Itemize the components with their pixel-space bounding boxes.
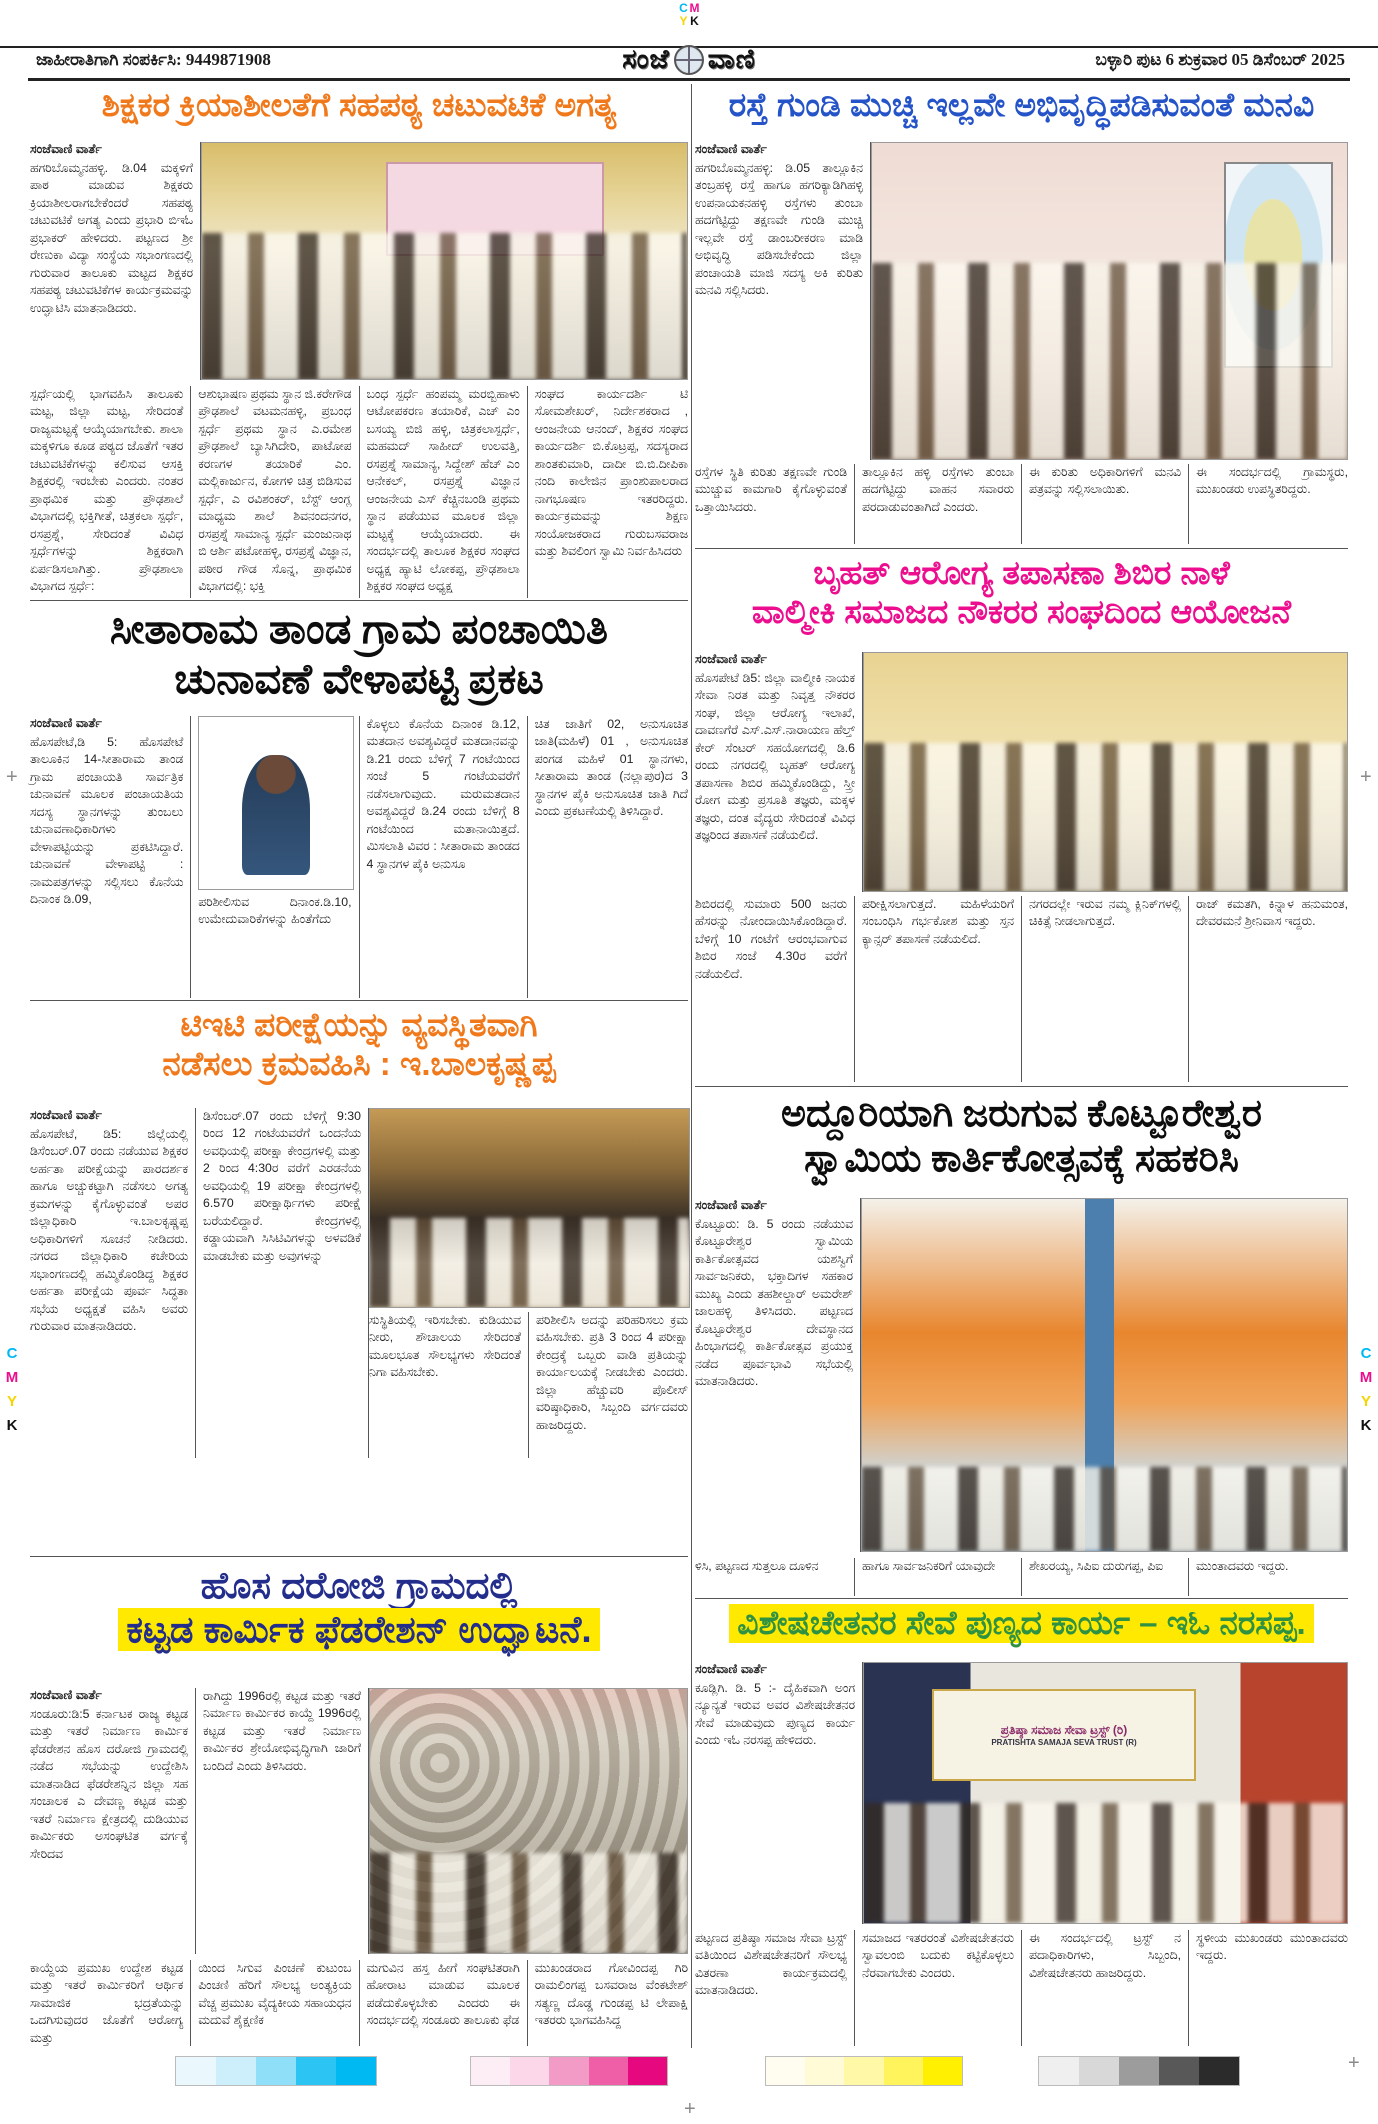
photo-people-row xyxy=(872,263,1347,459)
article-column: ಚಿತ ಜಾತಿಗೆ 02, ಅನುಸೂಚಿತ ಜಾತಿ(ಮಹಿಳೆ) 01 , ಅನುಸೂಚಿತ ಪಂಗಡ ಮಹಿಳೆ 01 ಸ್ಥಾನಗಳು, ಸೀತಾರಾಮ ತಾಂಡ (ನಲ್ಲಾಪುರ)ದ 3 ಸ್ಥಾನಗಳ ಪೈಕಿ ಅನುಸೂಚಿತ ಜಾತಿ ಗಿದೆ ಎಂದು ಪ್ರಕಟಣೆಯಲ್ಲಿ ತಿಳಿಸಿದ್ದಾರೆ. xyxy=(534,717,688,819)
section-rule xyxy=(695,1086,1348,1087)
article-column: ಹೊಸಪೇಟೆ, ಡಿ5: ಜಿಲ್ಲೆಯಲ್ಲಿ ಡಿಸೆಂಬರ್.07 ರಂದು ನಡೆಯುವ ಶಿಕ್ಷಕರ ಅರ್ಹತಾ ಪರೀಕ್ಷೆಯನ್ನು ಪಾರದರ್ಶಕ ಹಾಗೂ ಅಚ್ಚುಕಟ್ಟಾಗಿ ನಡೆಸಲು ಅಗತ್ಯ ಕ್ರಮಗಳನ್ನು ಕೈಗೊಳ್ಳುವಂತೆ ಅಪರ ಜಿಲ್ಲಾಧಿಕಾರಿ ಇ.ಬಾಲಕೃಷ್ಣಪ್ಪ ಅಧಿಕಾರಿಗಳಿಗೆ ಸೂಚನೆ ನೀಡಿದರು. ನಗರದ ಜಿಲ್ಲಾಧಿಕಾರಿ ಕಚೇರಿಯ ಸಭಾಂಗಣದಲ್ಲಿ ಹಮ್ಮಿಕೊಂಡಿದ್ದ ಶಿಕ್ಷಕರ ಅರ್ಹತಾ ಪರೀಕ್ಷೆಯ ಪೂರ್ವ ಸಿದ್ಧತಾ ಸಭೆಯ ಅಧ್ಯಕ್ಷತೆ ವಹಿಸಿ ಅವರು ಗುರುವಾರ ಮಾತನಾಡಿದರು. xyxy=(30,1127,188,1333)
article-tet-tail xyxy=(369,1312,688,1458)
reg-m: M xyxy=(689,1,700,15)
article-federation-tail xyxy=(30,1960,688,2046)
article-disabled-top xyxy=(695,1662,1348,1924)
photo-people-row xyxy=(862,1467,1347,1551)
article-disabled-leadcol xyxy=(695,1662,863,1924)
article-teachers-leadcol xyxy=(30,142,201,380)
article-column: ಈ ಸಂದರ್ಭದಲ್ಲಿ ಗ್ರಾಮಸ್ಥರು, ಮುಖಂಡರು ಉಪಸ್ಥಿತರಿದ್ದರು. xyxy=(1196,465,1348,497)
article-column: ಆಶುಭಾಷಣ ಪ್ರಥಮ ಸ್ಥಾನ ಜಿ.ಕರೇಗೌಡ ಪ್ರೌಢಶಾಲೆ ವಟಮನಹಳ್ಳಿ, ಪ್ರಬಂಧ ಸ್ಪರ್ಧೆ ಪ್ರಥಮ ಸ್ಥಾನ ಎ.ರಮೇಶ ಪ್ರೌಢಶಾಲೆ ಬ್ಯಾಸಿಗಿದೇರಿ, ಪಾಟೋಪ ಕರಣಗಳ ತಯಾರಿಕೆ ಎಂ. ಮಲ್ಲಿಕಾರ್ಜುನ, ಕೋಗಳಿ ಚಿತ್ರ ಬಿಡಿಸುವ ಸ್ಪರ್ಧೆ, ಎ ರವಿಶಂಕರ್, ಬೆಸ್ಟ್ ಆಂಗ್ಲ ಮಾಧ್ಯಮ ಶಾಲೆ ಶಿವನಂದನಗರ, ರಸಪ್ರಶ್ನೆ ಸಾಮಾನ್ಯ ಸ್ಪರ್ಧೆ ಮಂಜುನಾಥ ಬಿ ಆರ್ಶಿ ಪಟೋಹಳ್ಳಿ, ರಸಪ್ರಶ್ನೆ ವಿಜ್ಞಾನ, ಪಠೀರ ಗೌಡ ಸೊನ್ನ, ಪ್ರಾಥಮಿಕ ವಿಭಾಗದಲ್ಲಿ: ಭಕ್ತಿ xyxy=(191,386,359,598)
byline: ಸಂಜೆವಾಣಿ ವಾರ್ತೆ xyxy=(695,652,767,666)
article-column: ಸ್ಥಳೀಯ ಮುಖಂಡರು ಮುಂತಾದವರು ಇದ್ದರು. xyxy=(1196,1931,1348,1963)
article-kottur-body xyxy=(695,1198,1348,1552)
article-column: ಕಾಯ್ದೆಯ ಪ್ರಮುಖ ಉದ್ದೇಶ ಕಟ್ಟಡ ಮತ್ತು ಇತರೆ ಕಾರ್ಮಿಕರಿಗೆ ಆರ್ಥಿಕ ಸಾಮಾಜಿಕ ಭದ್ರತೆಯನ್ನು ಒದಗಿಸುವುದರ ಜೊತೆಗೆ ಆರೋಗ್ಯ ಮತ್ತು xyxy=(30,1960,191,2046)
color-swatch xyxy=(844,2057,883,2085)
headline-federation-line2: ಕಟ್ಟಡ ಕಾರ್ಮಿಕ ಫೆಡರೇಶನ್ ಉದ್ಘಾಟನೆ. xyxy=(118,1608,599,1652)
article-election-columns xyxy=(30,716,688,998)
strip-c: C xyxy=(6,1345,18,1362)
photo-trust-banner xyxy=(932,1689,1197,1781)
article-column: ಸಂಘದ ಕಾರ್ಯದರ್ಶಿ ಟಿ ಸೋಮಶೇಖರ್, ನಿರ್ದೇಶಕರಾದ , ಆಂಜನೇಯ ಆನಂದ್, ಶಿಕ್ಷಕರ ಸಂಘದ ಕಾರ್ಯದರ್ಶಿ ಬಿ.ಕೊಟ್ರಪ್ಪ, ಸದಸ್ಯರಾದ ಶಾಂತಕುಮಾರಿ, ದಾದೀ ಬಿ.ಬಿ.ದೀಪಿಕಾ ನಂದಿ ಕಾಲೇಜಿನ ಪ್ರಾಂಶುಪಾಲರಾದ ನಾಗಭೂಷಣ ಇತರರಿದ್ದರು. ಕಾರ್ಯಕ್ರಮವನ್ನು ಶಿಕ್ಷಣ ಸಂಯೋಜಕರಾದ ಗುರುಬಸವರಾಜ ಮತ್ತು ಶಿವಲಿಂಗ ಸ್ವಾಮಿ ನಿರ್ವಹಿಸಿದರು xyxy=(534,387,688,559)
headline-tet-line1: ಟಿಇಟಿ ಪರೀಕ್ಷೆಯನ್ನು ವ್ಯವಸ್ಥಿತವಾಗಿ xyxy=(180,1006,538,1043)
headline-election-line2: ಚುನಾವಣೆ ವೇಳಾಪಟ್ಟಿ ಪ್ರಕಟ xyxy=(174,656,544,703)
centre-column-divider xyxy=(691,84,692,2048)
article-column: ಸುಸ್ಥಿತಿಯಲ್ಲಿ ಇರಿಸಬೇಕು. ಕುಡಿಯುವ ನೀರು, ಶೌಚಾಲಯ ಸೇರಿದಂತೆ ಮೂಲಭೂತ ಸೌಲಭ್ಯಗಳು ಸೇರಿದಂತೆ ನಿಗಾ ವಹಿಸಬೇಕು. xyxy=(369,1312,529,1458)
color-swatch xyxy=(216,2057,256,2085)
article-column: ಈ ಕುರಿತು ಅಧಿಕಾರಿಗಳಿಗೆ ಮನವಿ ಪತ್ರವನ್ನು ಸಲ್ಲಿಸಲಾಯಿತು. xyxy=(1022,464,1189,544)
section-rule xyxy=(30,1556,688,1557)
article-column: ರಸ್ತೆಗಳ ಸ್ಥಿತಿ ಕುರಿತು ತಕ್ಷಣವೇ ಗುಂಡಿ ಮುಚ್ಚುವ ಕಾಮಗಾರಿ ಕೈಗೊಳ್ಳುವಂತೆ ಒತ್ತಾಯಿಸಿದರು. xyxy=(695,464,855,544)
article-column: ಡಿಸೆಂಬರ್.07 ರಂದು ಬೆಳಿಗ್ಗೆ 9:30 ರಿಂದ 12 ಗಂಟೆಯವರೆಗೆ ಒಂದನೆಯ ಅವಧಿಯಲ್ಲಿ ಪರೀಕ್ಷಾ ಕೇಂದ್ರಗಳಲ್ಲಿ ಮತ್ತು 2 ರಿಂದ 4:30ರ ವರೆಗೆ ಎರಡನೆಯ ಅವಧಿಯಲ್ಲಿ 19 ಪರೀಕ್ಷಾ ಕೇಂದ್ರಗಳಲ್ಲಿ 6.570 ಪರೀಕ್ಷಾರ್ಥಿಗಳು ಪರೀಕ್ಷೆ ಬರೆಯಲಿದ್ದಾರೆ. ಕೇಂದ್ರಗಳಲ್ಲಿ ಕಡ್ಡಾಯವಾಗಿ ಸಿಸಿಟಿವಿಗಳನ್ನು ಅಳವಡಿಕೆ ಮಾಡಬೇಕು ಮತ್ತು ಅವುಗಳನ್ನು xyxy=(196,1108,369,1458)
article-column: ಮಗುವಿನ ಹಸ್ತ ಹೀಗೆ ಸಂಘಟಿತರಾಗಿ ಹೋರಾಟ ಮಾಡುವ ಮೂಲಕ ಪಡೆದುಕೊಳ್ಳಬೇಕು ಎಂದರು ಈ ಸಂದರ್ಭದಲ್ಲಿ ಸಂಡೂರು ತಾಲೂಕು ಫೆಡ xyxy=(360,1960,528,2046)
article-kottur-tail xyxy=(695,1558,1348,1596)
headline-federation-line1: ಹೊಸ ದರೋಜಿ ಗ್ರಾಮದಲ್ಲಿ xyxy=(200,1565,518,1606)
cmyk-strip-right xyxy=(1358,1342,1374,1438)
article-road-leadcol xyxy=(695,142,871,460)
color-swatch xyxy=(1039,2057,1079,2085)
color-swatch xyxy=(589,2057,628,2085)
photo-federation-meeting xyxy=(369,1688,688,1954)
article-column: ಸಂಡೂರು:ಡಿ:5 ಕರ್ನಾಟಕ ರಾಜ್ಯ ಕಟ್ಟಡ ಮತ್ತು ಇತರೆ ನಿರ್ಮಾಣ ಕಾರ್ಮಿಕ ಫೆಡರೇಶನ ಹೊಸ ದರೋಜಿ ಗ್ರಾಮದಲ್ಲಿ ನಡೆದ ಸಭೆಯನ್ನು ಉದ್ದೇಶಿಸಿ ಮಾತನಾಡಿದ ಫೆಡರೇಶನ್ನಿನ ಜಿಲ್ಲಾ ಸಹ ಸಂಚಾಲಕ ಎ ದೇವಣ್ಣ ಕಟ್ಟಡ ಮತ್ತು ಇತರೆ ನಿರ್ಮಾಣ ಕ್ಷೇತ್ರದಲ್ಲಿ ದುಡಿಯುವ ಕಾರ್ಮಿಕರು ಅಸಂಘಟಿತ ವರ್ಗಕ್ಕೆ ಸೇರಿದವ xyxy=(30,1707,188,1861)
section-rule xyxy=(695,1598,1348,1599)
masthead-edition-line: ಬಳ್ಳಾರಿ ಪುಟ 6 ಶುಕ್ರವಾರ 05 ಡಿಸೆಂಬರ್ 2025 xyxy=(1095,50,1345,69)
cmyk-strip-left xyxy=(4,1342,20,1438)
article-column: ರಾಗಿದ್ದು 1996ರಲ್ಲಿ ಕಟ್ಟಡ ಮತ್ತು ಇತರೆ ನಿರ್ಮಾಣ ಕಾರ್ಮಿಕರ ಕಾಯ್ದೆ 1996ರಲ್ಲಿ ಕಟ್ಟಡ ಮತ್ತು ಇತರೆ ನಿರ್ಮಾಣ ಕಾರ್ಮಿಕರ ಶ್ರೇಯೋಭಿವೃದ್ಧಿಗಾಗಿ ಜಾರಿಗೆ ಬಂದಿದೆ ಎಂದು ತಿಳಿಸಿದರು. xyxy=(196,1688,369,1954)
article-column: ಸ್ಪರ್ಧೆಯಲ್ಲಿ ಭಾಗವಹಿಸಿ ತಾಲೂಕು ಮಟ್ಟ, ಜಿಲ್ಲಾ ಮಟ್ಟ, ಸೇರಿದಂತೆ ರಾಜ್ಯಮಟ್ಟಕ್ಕೆ ಆಯ್ಕೆಯಾಗಬೇಕು. ಶಾಲಾ ಮಕ್ಕಳಿಗೂ ಕೂಡ ಪಠ್ಯದ ಜೊತೆಗೆ ಇತರ ಚಟುವಟಿಕೆಗಳನ್ನು ಕಲಿಸುವ ಆಸಕ್ತಿ ಶಿಕ್ಷಕರಲ್ಲಿ ಇರಬೇಕು ಎಂದರು. ನಂತರ ಪ್ರಾಥಮಿಕ ಮತ್ತು ಪ್ರೌಢಶಾಲೆ ವಿಭಾಗದಲ್ಲಿ ಭಕ್ತಿಗೀತೆ, ಚಿತ್ರಕಲಾ ಸ್ಪರ್ಧೆ, ರಸಪ್ರಶ್ನೆ, ಸೇರಿದಂತೆ ವಿವಿಧ ಸ್ಪರ್ಧೆಗಳನ್ನು ಶಿಕ್ಷಕರಾಗಿ ಏರ್ಪಡಿಸಲಾಗಿತ್ತು. ಪ್ರೌಢಶಾಲಾ ವಿಭಾಗದ ಸ್ಪರ್ಧೆ: xyxy=(30,386,191,598)
headline-healthcamp xyxy=(695,554,1348,632)
article-election-col1 xyxy=(30,716,191,998)
article-kottur-lead: ಕೊಟ್ಟೂರು: ಡಿ. 5 ರಂದು ನಡೆಯುವ ಕೊಟ್ಟೂರೇಶ್ವರ ಸ್ವಾಮಿಯ ಕಾರ್ತಿಕೋತ್ಸವದ ಯಶಸ್ವಿಗೆ ಸಾರ್ವಜನಿಕರು, ಭಕ್ತಾದಿಗಳ ಸಹಕಾರ ಮುಖ್ಯ ಎಂದು ತಹಶೀಲ್ದಾರ್ ಅಮರೇಶ್ ಜಾಲಹಳ್ಳಿ ತಿಳಿಸಿದರು. ಪಟ್ಟಣದ ಕೊಟ್ಟೂರೇಶ್ವರ ದೇವಸ್ಥಾನದ ಹಿಂಭಾಗದಲ್ಲಿ ಕಾರ್ತಿಕೋತ್ಸವ ಪ್ರಯುಕ್ತ ನಡೆದ ಪೂರ್ವಭಾವಿ ಸಭೆಯಲ್ಲಿ ಮಾತನಾಡಿದರು. xyxy=(695,1217,853,1389)
article-column: ಕೊಳ್ಳಲು ಕೊನೆಯ ದಿನಾಂಕ ಡಿ.12, ಮತದಾನ ಅವಶ್ಯವಿದ್ದರೆ ಮತದಾನವನ್ನು ಡಿ.21 ರಂದು ಬೆಳಿಗ್ಗೆ 7 ಗಂಟೆಯಿಂದ ಸಂಜೆ 5 ಗಂಟೆಯವರೆಗೆ ನಡೆಸಲಾಗುವುದು. ಮರುಮತದಾನ ಅವಶ್ಯವಿದ್ದರೆ ಡಿ.24 ರಂದು ಬೆಳಿಗ್ಗೆ 8 ಗಂಟೆಯಿಂದ ಮತಾನಾಯಿತ್ತದೆ. ಮಿಸಲಾತಿ ವಿವರ : ಸೀತಾರಾಮ ತಾಂಡದ 4 ಸ್ಥಾನಗಳ ಪೈಕಿ ಅನುಸೂ xyxy=(360,716,528,998)
byline: ಸಂಜೆವಾಣಿ ವಾರ್ತೆ xyxy=(30,1688,102,1702)
article-column: ಮುಖಂಡರಾದ ಗೋವಿಂದಪ್ಪ ಗಿರಿ ರಾಮಲಿಂಗಪ್ಪ ಬಸವರಾಜ ವೆಂಕಟೇಶ್ ಸತ್ಯಣ್ಣ ದೊಡ್ಡ ಗುಂಡಪ್ಪ ಟಿ ಲೇಪಾಕ್ಷಿ ಇತರರು ಭಾಗವಹಿಸಿದ್ದ xyxy=(534,1961,688,2028)
trust-banner-kannada: ಪ್ರತಿಷ್ಠಾ ಸಮಾಜ ಸೇವಾ ಟ್ರಸ್ಟ್ (ರಿ) xyxy=(1000,1723,1128,1738)
article-column: ಪರಿಶೀಲಿಸುವ ದಿನಾಂಕ.ಡಿ.10, ಉಮೇದುವಾರಿಕೆಗಳನ್ನು ಹಿಂತೆಗೆದು xyxy=(198,895,352,927)
color-swatch xyxy=(1119,2057,1159,2085)
strip-m: M xyxy=(5,1369,19,1386)
headline-disabled-text: ವಿಶೇಷಚೇತನರ ಸೇವೆ ಪುಣ್ಯದ ಕಾರ್ಯ – ಇಓ ನರಸಪ್ಪ. xyxy=(729,1604,1313,1643)
reg-y: Y xyxy=(679,14,688,28)
color-swatch xyxy=(766,2057,805,2085)
photo-tet-meeting xyxy=(369,1108,690,1308)
headline-election-line1: ಸೀತಾರಾಮ ತಾಂಡ ಗ್ರಾಮ ಪಂಚಾಯಿತಿ xyxy=(109,607,609,653)
reg-k: K xyxy=(690,14,699,28)
colorbar-gray xyxy=(1038,2056,1240,2086)
strip-c: C xyxy=(1360,1345,1372,1362)
color-swatch xyxy=(336,2057,376,2085)
article-teachers-top xyxy=(30,142,688,380)
trust-banner-english: PRATISHTA SAMAJA SEVA TRUST (R) xyxy=(991,1738,1137,1748)
photo-trust-group xyxy=(863,1662,1348,1924)
color-swatch xyxy=(549,2057,588,2085)
photo-returning-officer xyxy=(198,716,353,890)
article-road-lead: ಹಗರಿಬೊಮ್ಮನಹಳ್ಳಿ: ಡಿ.05 ತಾಲ್ಲೂಕಿನ ತಂಬ್ರಹಳ್ಳಿ ರಸ್ತೆ ಹಾಗೂ ಹಗರಿಕ್ಯಾಡಿಗಿಹಳ್ಳಿ ಉಪನಾಯಕನಹಳ್ಳಿ ರಸ್ತೆಗಳು ತುಂಬಾ ಹದಗೆಟ್ಟಿದ್ದು ತಕ್ಷಣವೇ ಗುಂಡಿ ಮುಚ್ಚಿ ಇಲ್ಲವೇ ರಸ್ತೆ ಡಾಂಬರೀಕರಣ ಮಾಡಿ ಅಭಿವೃದ್ಧಿ ಪಡಿಸಬೇಕೆಂದು ಜಿಲ್ಲಾ ಪಂಚಾಯತಿ ಮಾಜಿ ಸದಸ್ಯ ಅಕಿ ಕುರಿತು ಮನವಿ ಸಲ್ಲಿಸಿದರು. xyxy=(695,161,863,298)
logo-text-left: ಸಂಜೆ xyxy=(622,44,670,74)
color-swatch xyxy=(1159,2057,1199,2085)
photo-person-figure xyxy=(242,755,309,875)
colorbar-magenta xyxy=(470,2056,668,2086)
article-column: ಮುಂತಾದವರು ಇದ್ದರು. xyxy=(1196,1559,1289,1573)
article-column: ಪಟ್ಟಣದ ಪ್ರತಿಷ್ಠಾ ಸಮಾಜ ಸೇವಾ ಟ್ರಸ್ಟ್ ವತಿಯಿಂದ ವಿಶೇಷಚೇತನರಿಗೆ ಸೌಲಭ್ಯ ವಿತರಣಾ ಕಾರ್ಯಕ್ರಮದಲ್ಲಿ ಮಾತನಾಡಿದರು. xyxy=(695,1930,855,2046)
headline-disabled xyxy=(695,1604,1348,1643)
photo-people-row xyxy=(370,1853,687,1953)
byline: ಸಂಜೆವಾಣಿ ವಾರ್ತೆ xyxy=(695,1198,767,1212)
photo-people-row xyxy=(202,233,687,379)
article-column: ಶೇಖರಯ್ಯ, ಸಿಪಿಐ ದುರುಗಪ್ಪ, ಪಿಐ xyxy=(1022,1558,1189,1596)
color-swatch xyxy=(923,2057,962,2085)
headline-election xyxy=(30,606,688,705)
headline-kottur-line1: ಅದ್ದೂರಿಯಾಗಿ ಜರುಗುವ ಕೊಟ್ಟೂರೇಶ್ವರ xyxy=(781,1093,1262,1135)
cmyk-registration-mark xyxy=(672,2,706,28)
article-column: ಹಾಗೂ ಸಾರ್ವಜನಿಕರಿಗೆ ಯಾವುದೇ xyxy=(855,1558,1022,1596)
color-swatch xyxy=(176,2057,216,2085)
headline-healthcamp-line1: ಬೃಹತ್ ಆರೋಗ್ಯ ತಪಾಸಣಾ ಶಿಬಿರ ನಾಳೆ xyxy=(813,554,1230,591)
color-swatch xyxy=(628,2057,667,2085)
article-column: ತಾಲ್ಲೂಕಿನ ಹಳ್ಳಿ ರಸ್ತೆಗಳು ತುಂಬಾ ಹದಗೆಟ್ಟಿದ್ದು ವಾಹನ ಸವಾರರು ಪರದಾಡುವಂತಾಗಿದೆ ಎಂದರು. xyxy=(855,464,1022,544)
headline-healthcamp-line2: ವಾಲ್ಮೀಕಿ ಸಮಾಜದ ನೌಕರರ ಸಂಘದಿಂದ ಆಯೋಜನೆ xyxy=(751,592,1292,630)
crop-mark: + xyxy=(684,2098,696,2120)
article-federation-body xyxy=(30,1688,688,1954)
strip-k: K xyxy=(6,1417,18,1434)
byline: ಸಂಜೆವಾಣಿ ವಾರ್ತೆ xyxy=(695,1662,767,1676)
article-column: ರಾಜ್ ಕಮತಗಿ, ಕಿನ್ನಾಳ ಹನುಮಂತ, ದೇವರಮನೆ ಶ್ರೀನಿವಾಸ ಇದ್ದರು. xyxy=(1196,897,1348,929)
logo-text-right: ವಾಣಿ xyxy=(707,44,756,74)
article-column: ಪರೀಕ್ಷಿಸಲಾಗುತ್ತದೆ. ಮಹಿಳೆಯರಿಗೆ ಸಂಬಂಧಿಸಿ ಗರ್ಭಕೋಶ ಮತ್ತು ಸ್ತನ ಕ್ಯಾನ್ಸರ್ ತಪಾಸಣೆ ನಡೆಯಲಿದೆ. xyxy=(855,896,1022,1082)
article-federation-col1 xyxy=(30,1688,196,1954)
headline-federation xyxy=(30,1564,688,1651)
color-swatch xyxy=(296,2057,336,2085)
article-road-top xyxy=(695,142,1348,460)
article-road-columns xyxy=(695,464,1348,544)
color-swatch xyxy=(1199,2057,1239,2085)
article-column: ಪರಿಶೀಲಿಸಿ ಅದನ್ನು ಪರಿಹರಿಸಲು ಕ್ರಮ ವಹಿಸಬೇಕು. ಪ್ರತಿ 3 ರಿಂದ 4 ಪರೀಕ್ಷಾ ಕೇಂದ್ರಕ್ಕೆ ಒಬ್ಬರು ವಾಡಿ ಪ್ರತಿಯನ್ನು ಕಾರ್ಯಾಲಯಕ್ಕೆ ನೀಡಬೇಕು ಎಂದರು. ಜಿಲ್ಲಾ ಹೆಚ್ಚುವರಿ ಪೊಲೀಸ್ ವರಿಷ್ಠಾಧಿಕಾರಿ, ಸಿಬ್ಬಂದಿ ವರ್ಗದವರು ಹಾಜರಿದ್ದರು. xyxy=(536,1313,688,1432)
strip-y: Y xyxy=(1360,1393,1371,1410)
photo-teachers-event xyxy=(201,142,688,380)
article-column: ಬಂಧ ಸ್ಪರ್ಧೆ ಹಂಪಮ್ಮ ಮರಬ್ಬಿಹಾಳು ಆಟೋಪಕರಣ ತಯಾರಿಕೆ, ಎಚ್ ಎಂ ಬಸಯ್ಯ ಬಿಜಿ ಹಳ್ಳಿ, ಚಿತ್ರಕಲಾಸ್ಪರ್ಧೆ, ಮಹಮದ್ ಸಾಹೀದ್ ಉಲವತ್ತಿ, ರಸಪ್ರಶ್ನೆ ಸಾಮಾನ್ಯ, ಸಿದ್ದೇಶ್ ಹೆಚ್ ಎಂ ಆನೇಕಲ್, ರಸಪ್ರಶ್ನೆ ವಿಜ್ಞಾನ ಆಂಜನೇಯ ಎಸ್ ಕೆಚ್ಚಿನಬಂಡಿ ಪ್ರಥಮ ಸ್ಥಾನ ಪಡೆಯುವ ಮೂಲಕ ಜಿಲ್ಲಾ ಮಟ್ಟಕ್ಕೆ ಆಯ್ಕೆಯಾದರು. ಈ ಸಂದರ್ಭದಲ್ಲಿ ತಾಲೂಕ ಶಿಕ್ಷಕರ ಸಂಘದ ಅಧ್ಯಕ್ಷ ಹ್ಯಾಟಿ ಲೋಕಪ್ಪ, ಪ್ರೌಢಶಾಲಾ ಶಿಕ್ಷಕರ ಸಂಘದ ಅಧ್ಯಕ್ಷ xyxy=(360,386,528,598)
crop-mark: + xyxy=(6,766,18,788)
article-column: ಶಿಬಿರದಲ್ಲಿ ಸುಮಾರು 500 ಜನರು ಹೆಸರನ್ನು ನೋಂದಾಯಿಸಿಕೊಂಡಿದ್ದಾರೆ. ಬೆಳಿಗ್ಗೆ 10 ಗಂಟೆಗೆ ಆರಂಭವಾಗುವ ಶಿಬಿರ ಸಂಜೆ 4.30ರ ವರೆಗೆ ನಡೆಯಲಿದೆ. xyxy=(695,896,855,1082)
masthead-rule-bottom xyxy=(28,78,1350,81)
article-column: ಳಿಸಿ, ಪಟ್ಟಣದ ಸುತ್ತಲೂ ದೂಳಿನ xyxy=(695,1558,855,1596)
article-teachers-columns xyxy=(30,386,688,598)
article-disabled-lead: ಕೂಡ್ಲಿಗಿ. ಡಿ. 5 :- ದೈಹಿಕವಾಗಿ ಅಂಗ ನ್ಯೂನ್ಯತೆ ಇರುವ ಅವರ ವಿಶೇಷಚೇತನರ ಸೇವೆ ಮಾಡುವುದು ಪುಣ್ಯದ ಕಾರ್ಯ ಎಂದು ಇಓ ನರಸಪ್ಪ ಹೇಳಿದರು. xyxy=(695,1681,855,1748)
byline: ಸಂಜೆವಾಣಿ ವಾರ್ತೆ xyxy=(30,1108,102,1122)
colorbar-cyan xyxy=(175,2056,377,2086)
headline-road: ರಸ್ತೆ ಗುಂಡಿ ಮುಚ್ಚಿ ಇಲ್ಲವೇ ಅಭಿವೃದ್ಧಿಪಡಿಸುವಂತೆ ಮನವಿ xyxy=(728,86,1315,123)
color-swatch xyxy=(884,2057,923,2085)
strip-m: M xyxy=(1359,1369,1373,1386)
article-tet-body xyxy=(30,1108,688,1458)
reg-c: C xyxy=(679,1,688,15)
photo-road-request xyxy=(871,142,1348,460)
color-swatch xyxy=(510,2057,549,2085)
colorbar-yellow xyxy=(765,2056,963,2086)
article-tet-right-stack xyxy=(369,1108,688,1458)
photo-people-row xyxy=(864,1803,1347,1923)
byline: ಸಂಜೆವಾಣಿ ವಾರ್ತೆ xyxy=(30,716,102,730)
masthead-contact: ಜಾಹೀರಾತಿಗಾಗಿ ಸಂಪರ್ಕಿಸಿ: 9449871908 xyxy=(36,50,271,69)
color-swatch xyxy=(805,2057,844,2085)
color-swatch xyxy=(256,2057,296,2085)
article-disabled-columns xyxy=(695,1930,1348,2046)
article-column: ಯಿಂದ ಸಿಗುವ ಪಿಂಚಣೆ ಕುಟುಂಬ ಪಿಂಚಣಿ ಹೆರಿಗೆ ಸೌಲಭ್ಯ ಅಂತ್ಯಕ್ರಿಯ ವೆಚ್ಚ ಪ್ರಮುಖ ವೈದ್ಯಕೀಯ ಸಹಾಯಧನ ಮದುವೆ ಶೈಕ್ಷಣಿಕ xyxy=(191,1960,359,2046)
article-column: ಸಮಾಜದ ಇತರರಂತೆ ವಿಶೇಷಚೇತನರು ಸ್ವಾವಲಂಬಿ ಬದುಕು ಕಟ್ಟಿಕೊಳ್ಳಲು ನೆರವಾಗಬೇಕು ಎಂದರು. xyxy=(855,1930,1022,2046)
headline-tet xyxy=(30,1006,688,1084)
headline-tet-line2: ನಡೆಸಲು ಕ್ರಮವಹಿಸಿ : ಇ.ಬಾಲಕೃಷ್ಣಪ್ಪ xyxy=(162,1044,556,1082)
section-rule xyxy=(695,548,1348,549)
article-column: ಈ ಸಂದರ್ಭದಲ್ಲಿ ಟ್ರಸ್ಟ್ ನ ಪದಾಧಿಕಾರಿಗಳು, ಸಿಬ್ಬಂದಿ, ವಿಶೇಷಚೇತನರು ಹಾಜರಿದ್ದರು. xyxy=(1022,1930,1189,2046)
photo-people-row xyxy=(370,1218,689,1307)
photo-people-row xyxy=(864,743,1347,891)
article-healthcamp-leadcol xyxy=(695,652,863,892)
globe-icon xyxy=(674,45,704,75)
headline-kottur-line2: ಸ್ವಾಮಿಯ ಕಾರ್ತಿಕೋತ್ಸವಕ್ಕೆ ಸಹಕರಿಸಿ xyxy=(804,1137,1239,1180)
article-column: ನಗರದಲ್ಲೇ ಇರುವ ನಮ್ಮ ಕ್ಲಿನಿಕ್‌ಗಳಲ್ಲಿ ಚಿಕಿತ್ಸೆ ನೀಡಲಾಗುತ್ತದೆ. xyxy=(1022,896,1189,1082)
section-rule xyxy=(30,600,688,601)
headline-teachers: ಶಿಕ್ಷಕರ ಕ್ರಿಯಾಶೀಲತೆಗೆ ಸಹಪಠ್ಯ ಚಟುವಟಿಕೆ ಅಗತ್ಯ xyxy=(101,86,617,123)
article-election-col2 xyxy=(191,716,359,998)
section-rule xyxy=(30,1000,688,1001)
article-healthcamp-lead: ಹೊಸಪೇಟೆ ಡಿ5: ಜಿಲ್ಲಾ ವಾಲ್ಮೀಕಿ ನಾಯಕ ಸೇವಾ ನಿರತ ಮತ್ತು ನಿವೃತ್ತ ನೌಕರರ ಸಂಘ, ಜಿಲ್ಲಾ ಆರೋಗ್ಯ ಇಲಾಖೆ, ದಾವಣಗೆರೆ ಎಸ್.ಎಸ್.ನಾರಾಯಣ ಹೆಲ್ತ್ ಕೇರ್ ಸೆಂಟರ್ ಸಹಯೋಗದಲ್ಲಿ ಡಿ.6 ರಂದು ನಗರದಲ್ಲಿ ಬೃಹತ್ ಆರೋಗ್ಯ ತಪಾಸಣಾ ಶಿಬಿರ ಹಮ್ಮಿಕೊಂಡಿದ್ದು, ಸ್ತ್ರೀ ರೋಗ ಮತ್ತು ಪ್ರಸೂತಿ ತಜ್ಞರು, ಮಕ್ಕಳ ತಜ್ಞರು, ದಂತ ವೈದ್ಯರು ಸೇರಿದಂತೆ ವಿವಿಧ ತಜ್ಞರಿಂದ ತಪಾಸಣೆ ನಡೆಯಲಿದೆ. xyxy=(695,671,855,843)
masthead-logo xyxy=(575,44,803,76)
strip-y: Y xyxy=(6,1393,17,1410)
strip-k: K xyxy=(1360,1417,1372,1434)
byline: ಸಂಜೆವಾಣಿ ವಾರ್ತೆ xyxy=(695,142,767,156)
article-teachers-lead: ಹಗರಿಬೊಮ್ಮನಹಳ್ಳಿ. ಡಿ.04 ಮಕ್ಕಳಿಗೆ ಪಾಠ ಮಾಡುವ ಶಿಕ್ಷಕರು ಕ್ರಿಯಾಶೀಲರಾಗಬೇಕೆಂದರೆ ಸಹಪಠ್ಯ ಚಟುವಟಿಕೆ ಅಗತ್ಯ ಎಂದು ಪ್ರಭಾರಿ ಬಿಇಓ ಪ್ರಭಾಕರ್ ಹೇಳಿದರು. ಪಟ್ಟಣದ ಶ್ರೀ ರೇಣುಕಾ ವಿದ್ಯಾ ಸಂಸ್ಥೆಯ ಸಭಾಂಗಣದಲ್ಲಿ ಗುರುವಾರ ತಾಲೂಕು ಮಟ್ಟದ ಶಿಕ್ಷಕರ ಸಹಪಠ್ಯ ಚಟುವಟಿಕೆಗಳ ಕಾರ್ಯಕ್ರಮವನ್ನು ಉದ್ಘಾಟಿಸಿ ಮಾತನಾಡಿದರು. xyxy=(30,161,193,315)
article-tet-col1 xyxy=(30,1108,196,1458)
color-swatch xyxy=(1079,2057,1119,2085)
crop-mark: + xyxy=(1360,766,1372,788)
article-healthcamp-columns xyxy=(695,896,1348,1082)
crop-mark: + xyxy=(1348,2052,1360,2074)
headline-kottur xyxy=(695,1092,1348,1182)
photo-kottur-meeting xyxy=(861,1198,1348,1552)
article-kottur-leadcol xyxy=(695,1198,861,1552)
photo-healthcamp-group xyxy=(863,652,1348,892)
byline: ಸಂಜೆವಾಣಿ ವಾರ್ತೆ xyxy=(30,142,102,156)
color-swatch xyxy=(471,2057,510,2085)
article-column: ಹೊಸಪೇಟೆ,ಡಿ 5: ಹೊಸಪೇಟೆ ತಾಲೂಕಿನ 14-ಸೀತಾರಾಮ ತಾಂಡ ಗ್ರಾಮ ಪಂಚಾಯತಿ ಸಾರ್ವತ್ರಿಕ ಚುನಾವಣೆ ಮೂಲಕ ಪಂಚಾಯತಿಯ ಸದಸ್ಯ ಸ್ಥಾನಗಳನ್ನು ತುಂಬಲು ಚುನಾವಣಾಧಿಕಾರಿಗಳು ವೇಳಾಪಟ್ಟಿಯನ್ನು ಪ್ರಕಟಿಸಿದ್ದಾರೆ. ಚುನಾವಣೆ ವೇಳಾಪಟ್ಟಿ : ನಾಮಪತ್ರಗಳನ್ನು ಸಲ್ಲಿಸಲು ಕೊನೆಯ ದಿನಾಂಕ ಡಿ.09, xyxy=(30,735,184,907)
article-healthcamp-top xyxy=(695,652,1348,892)
